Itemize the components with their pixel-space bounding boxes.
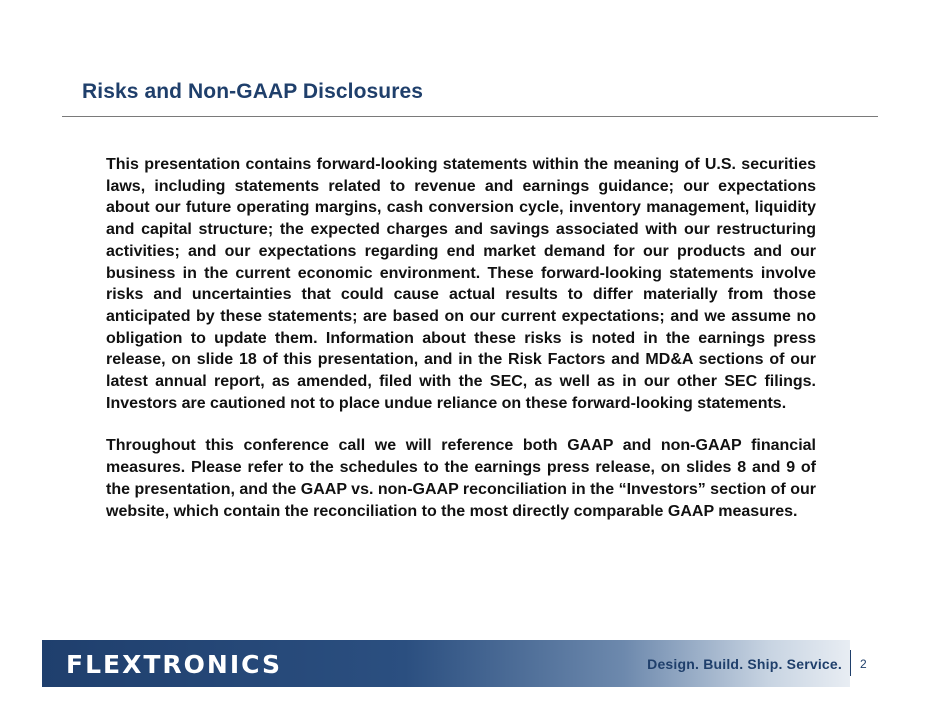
footer-bar — [42, 640, 850, 687]
flextronics-logo: FLEXTRONICS — [66, 650, 282, 679]
disclosure-body — [106, 154, 816, 522]
tagline: Design. Build. Ship. Service. — [647, 656, 842, 672]
page-number: 2 — [860, 657, 867, 671]
slide-title: Risks and Non-GAAP Disclosures — [82, 80, 424, 103]
non-gaap-paragraph: Throughout this conference call we will reference both GAAP and non-GAAP financial measures. Please refer to the schedules to the earnings press release, on slides 8 and 9 of the presentation, and the GAAP vs. non-GAAP reconciliation in the “Investors” section of our website, which contain the reconciliation to the most directly comparable GAAP measures. — [106, 437, 816, 520]
forward-looking-paragraph: This presentation contains forward-looking statements within the meaning of U.S. securities laws, including statements related to revenue and earnings guidance; our expectations about our future operating margins, cash conversion cycle, inventory management, liquidity and capital structure; the expected charges and savings associated with our restructuring activities; and our expectations regarding end market demand for our products and our business in the current economic environment. These forward-looking statements involve risks and uncertainties that could cause actual results to differ materially from those anticipated by these statements; are based on our current expectations; and we assume no obligation to update them. Information about these risks is noted in the earnings press release, on slide 18 of this presentation, and in the Risk Factors and MD&A sections of our latest annual report, as amended, filed with the SEC, as well as in our other SEC filings. Investors are cautioned not to place undue reliance on these forward-looking statements. — [106, 156, 816, 412]
title-divider — [62, 116, 878, 117]
footer-separator — [850, 650, 851, 676]
